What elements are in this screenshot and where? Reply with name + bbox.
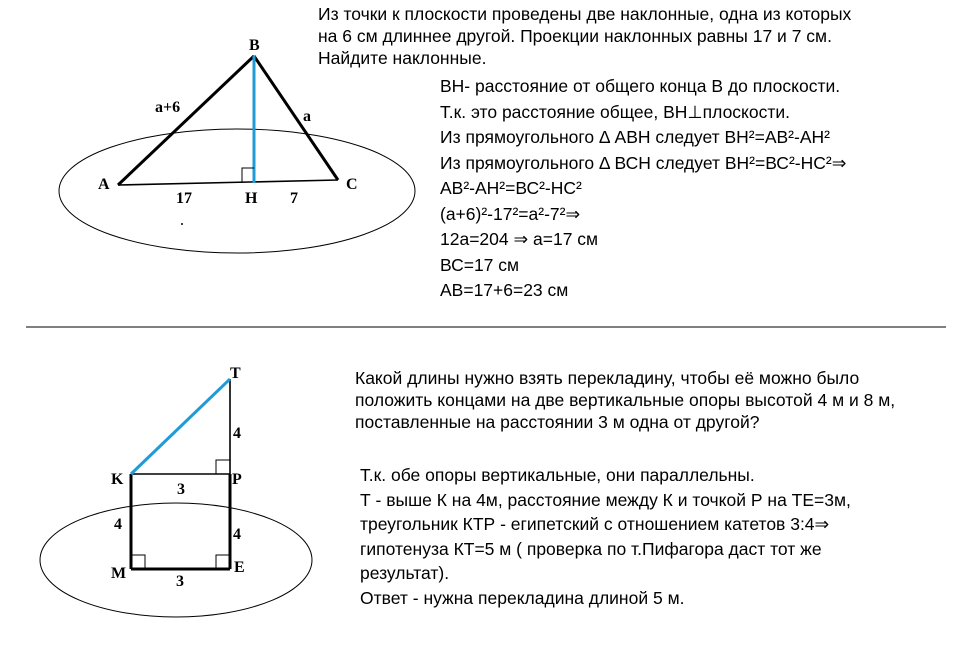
problem2-statement-line: Какой длины нужно взять перекладину, чтобы её можно было	[355, 368, 860, 388]
label-C: C	[346, 176, 358, 193]
plane-ellipse-top	[59, 129, 415, 253]
problem2-solution-line: гипотенуза КТ=5 м ( проверка по т.Пифагора даст тот же	[360, 538, 822, 559]
plane-ellipse-bottom	[40, 503, 312, 617]
label-ME: 3	[176, 573, 184, 590]
problem2-solution-line: треугольник КТР - египетский с отношением катетов 3:4⇒	[360, 514, 830, 534]
problem2-statement	[355, 367, 895, 433]
problem2-solution-line: Т - выше К на 4м, расстояние между К и точкой Р на ТЕ=3м,	[360, 489, 851, 510]
problem2-solution-line: Т.к. обе опоры вертикальные, они параллельны.	[360, 465, 755, 485]
label-M: M	[111, 565, 127, 582]
problem1-statement	[318, 3, 851, 69]
label-AB: a+6	[155, 99, 181, 116]
right-angle-H	[242, 168, 254, 183]
problem1-solution-line: Т.к. это расстояние общее, ВН⊥плоскости.	[440, 101, 791, 122]
right-angle-E	[216, 555, 230, 569]
problem1-solution-line: АВ=17+6=23 см	[440, 280, 569, 300]
problem1-statement-line: Найдите наклонные.	[318, 48, 487, 68]
problem1-solution-line: Из прямоугольного Δ ВСН следует ВН²=ВС²-НС²⇒	[440, 152, 847, 173]
problem2-solution-line: результат).	[360, 563, 450, 583]
label-KP: 3	[177, 481, 185, 498]
right-angle-P	[216, 460, 230, 474]
figure-pyramid	[59, 37, 415, 253]
segment-KT	[131, 379, 230, 474]
dot-mark	[181, 223, 183, 225]
problem1-solution-line: 12а=204 ⇒ а=17 см	[440, 229, 599, 249]
label-A: A	[98, 176, 110, 193]
label-E: E	[234, 559, 245, 576]
label-H: H	[245, 190, 258, 207]
label-HC: 7	[290, 190, 298, 207]
segment-AB	[118, 56, 254, 185]
problem1-statement-line: Из точки к плоскости проведены две наклонные, одна из которых	[318, 4, 852, 24]
label-KM: 4	[114, 516, 122, 533]
problem1-solution-line: АВ²-АН²=ВС²-НС²	[440, 178, 582, 198]
problem1-solution-line: ВН- расстояние от общего конца В до плоскости.	[440, 76, 841, 96]
problem1-solution	[440, 74, 846, 304]
problem1-statement-line: на 6 см длиннее другой. Проекции наклонных равны 17 и 7 см.	[318, 26, 832, 46]
problem2-solution-line: Ответ - нужна перекладина длиной 5 м.	[360, 587, 685, 608]
right-angle-M	[131, 555, 145, 569]
label-B: B	[249, 37, 260, 54]
label-TP: 4	[233, 425, 241, 442]
segment-AC	[118, 180, 338, 185]
figure-supports	[40, 365, 312, 617]
label-AH: 17	[176, 190, 192, 207]
label-BC: a	[303, 108, 311, 125]
problem2-solution	[360, 463, 851, 610]
problem2-statement-line: поставленные на расстоянии 3 м одна от другой?	[355, 412, 760, 432]
label-T: T	[230, 365, 241, 382]
label-K: K	[111, 471, 124, 488]
problem1-solution-line: Из прямоугольного Δ АВН следует ВН²=АВ²-АН²	[440, 127, 830, 147]
label-PE: 4	[233, 526, 241, 543]
segment-BC	[254, 56, 338, 180]
label-P: P	[232, 471, 242, 488]
problem1-solution-line: (а+6)²-17²=а²-7²⇒	[440, 203, 581, 224]
problem2-statement-line: положить концами на две вертикальные опоры высотой 4 м и 8 м,	[355, 390, 896, 410]
problem1-solution-line: ВС=17 см	[440, 254, 520, 275]
